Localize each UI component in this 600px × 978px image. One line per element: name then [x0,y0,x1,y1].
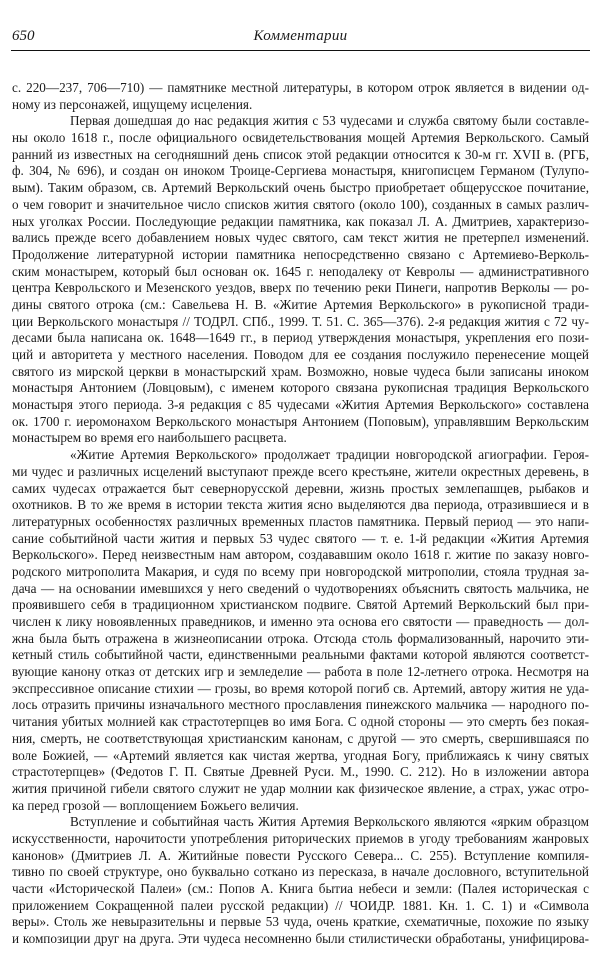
page-header [11,24,590,50]
text-line: о чем говорит и значительное число списков жития святого (около 100), созданных в самых различ- [12,196,589,212]
text-line: ных уголках России. Последующие редакции памятника, как показал Л. А. Дмитриев, характеризо- [12,213,589,229]
text-line: сание событийной части жития и первых 53 чудес святого — т. е. 1-й редакции «Жития Артемия [12,530,589,546]
text-line: дины святого отрока (см.: Савельева Н. В. «Житие Артемия Веркольского» в рукописной тради- [12,296,589,312]
text-line: Продолжение литературной истории памятника непосредственно связано с Артемиево-Верколь- [12,246,589,262]
commentary-body [12,80,589,948]
text-line: искусственности, нарочитости употребления риторических приемов в угоду требованиям жанровых [12,830,589,846]
text-line: монастырем во время его наибольшего расцвета. [12,430,287,446]
header-rule [11,50,590,51]
text-line: страстотерпцев» (Федотов Г. П. Святые Древней Руси. М., 1990. С. 212). Но в изложении автора [12,764,589,780]
text-line: монастыря Антонием (Ловцовым), с именем которого связана рукописная традиция Веркольского [12,380,589,396]
text-line: проявившего себя в традиционном христианском подвиге. Святой Артемий Веркольский был при- [12,597,589,613]
text-line: кетный стиль событийной части, единственными реальными фактами которой являются соответст- [12,647,589,663]
text-line: вующие канону отказ от детских игр и земледелие — работа в поле 12-летнего отрока. Несмотря на [12,664,589,680]
text-line: ному из персонажей, ищущему исцеления. [12,96,253,112]
paragraph-first-line: «Житие Артемия Веркольского» продолжает традиции новгородской агиографии. Героя- [70,447,589,463]
text-line: жна была быть отражена в жизнеописании отрока. Отсюда столь формализованный, нарочито эти- [12,630,589,646]
text-line: дача — на основании имевшихся у него сведений о чудотворениях объяснить святость мальчика, не [12,580,589,596]
running-title: Комментарии [253,28,348,44]
text-line: ния, смерть, не соответствующая христианским канонам, с другой — это смерть, свершившаяся по [12,730,589,746]
text-line: воле Божией, — «Артемий является как чистая жертва, угодная Богу, приближаясь к чину святых [12,747,589,763]
text-line: ны около 1618 г., после официального освидетельствования мощей Артемия Веркольского. Самый [12,130,589,146]
text-line: числен к лику новоявленных праведников, и именно эта основа его святости — праведность — дол- [12,614,589,629]
text-line: монастыря этого периода. 3-я редакция с 85 чудесами «Жития Артемия Веркольского» составлена [12,397,589,413]
text-line: жития причиной гибели святого служит не удар молнии как физическое явление, а страх, ужас отро- [12,780,589,796]
page-number: 650 [12,28,35,44]
text-line: ранний из известных на сегодняшний день список этой редакции относится к 30-м гг. XVII в. (РГБ, [12,146,589,162]
text-line: и композиции друг на друга. Эти чудеса несомненно были стилистически обработаны, унифицирова- [12,931,589,947]
text-line: ций и авторитета у местного населения. Поводом для ее создания послужило перенесение мощей [12,347,589,362]
paragraph-first-line: Вступление и событийная часть Жития Артемия Веркольского являются «ярким образцом [70,814,589,830]
text-line: веры». Столь же невыразительны и первые 53 чуда, очень краткие, схематичные, похожие по языку [12,914,589,930]
text-line: Веркольского». Перед неизвестным нам автором, создававшим около 1618 г. житие по заказу новго- [12,547,589,563]
text-line: экспрессивное описание стихии — грозы, во время которой погиб св. Артемий, автору жития не уда- [12,680,589,696]
text-line: части «Исторической Палеи» (см.: Попов А. Книга бытиа небеси и земли: (Палея историческая с [12,881,589,896]
text-line: охотников. В то же время в истории текста жития ясно выделяются два периода, отразившиеся и в [12,497,589,513]
text-line: литературных особенностях различных временных пластов памятника. Первый период — это напи- [12,513,589,529]
text-line: ок. 1700 г. иеромонахом Веркольского монастыря Антонием (Поповым), управлявшим Веркольским [12,413,589,429]
text-line: центра Кеврольского и Мезенского уездов, вверх по течению реки Пинеги, напротив Верколы — ро- [12,280,589,296]
paragraph-first-line: Первая дошедшая до нас редакция жития с 53 чудесами и служба святому были составле- [70,113,589,129]
text-line: приложением Сокращенной палеи русской редакции) // ЧОИДР. 1881. Кн. 1. С. 1) и «Символа [12,897,589,913]
text-line: ф. 304, № 696), и создан он иноком Троице-Сергиева монастыря, книгописцем Германом (Тулупо- [12,163,589,179]
text-line: святого из мирской церкви в монастырский храм. Возможно, новые чудеса были записаны иноком [12,363,589,379]
text-line: ка перед грозой — воплощением Божьего величия. [12,797,299,813]
text-line: ции Веркольского монастыря // ТОДРЛ. СПб., 1999. Т. 51. С. 365—376). 2-я редакция жития с 72 чу- [12,313,589,329]
text-line: канонов» (Дмитриев Л. А. Житийные повести Русского Севера... С. 255). Вступление компиля- [12,847,589,863]
text-line: с. 220—237, 706—710) — памятнике местной литературы, в котором отрок является в видении од- [12,80,589,95]
text-line: самих чудесах отражается быт севернорусской деревни, жизнь простых землепашцев, рыбаков и [12,480,589,496]
text-line: лось отразить причины изначального местного прославления пинежского мальчика — народного по- [12,697,589,713]
text-line: ским монастырем, который был основан ок. 1645 г. неподалеку от Кевролы — административного [12,263,589,279]
text-line: читания убитых молнией как страстотерпцев во имя Бога. С одной стороны — это смерть без покая- [12,714,589,730]
text-line: тивно по своей структуре, оно буквально соткано из пересказа, в начале дословного, вступительной [12,864,589,880]
text-line: десами была написана ок. 1648—1649 гг., в период утверждения монастыря, укрепления его пози- [12,330,589,346]
text-line: вым). Таким образом, св. Артемий Веркольский очень быстро приобретает общерусское почитание, [12,180,589,196]
text-line: вались прежде всего добавлением новых чудес святого, сам текст жития не претерпел изменений. [12,230,589,246]
text-line: родского митрополита Макария, и судя по всему при новгородской митрополии, стояла трудная за- [12,563,589,579]
text-line: ми чудес и различных исцелений выступают прежде всего крестьяне, жители окрестных деревень, в [12,463,589,479]
